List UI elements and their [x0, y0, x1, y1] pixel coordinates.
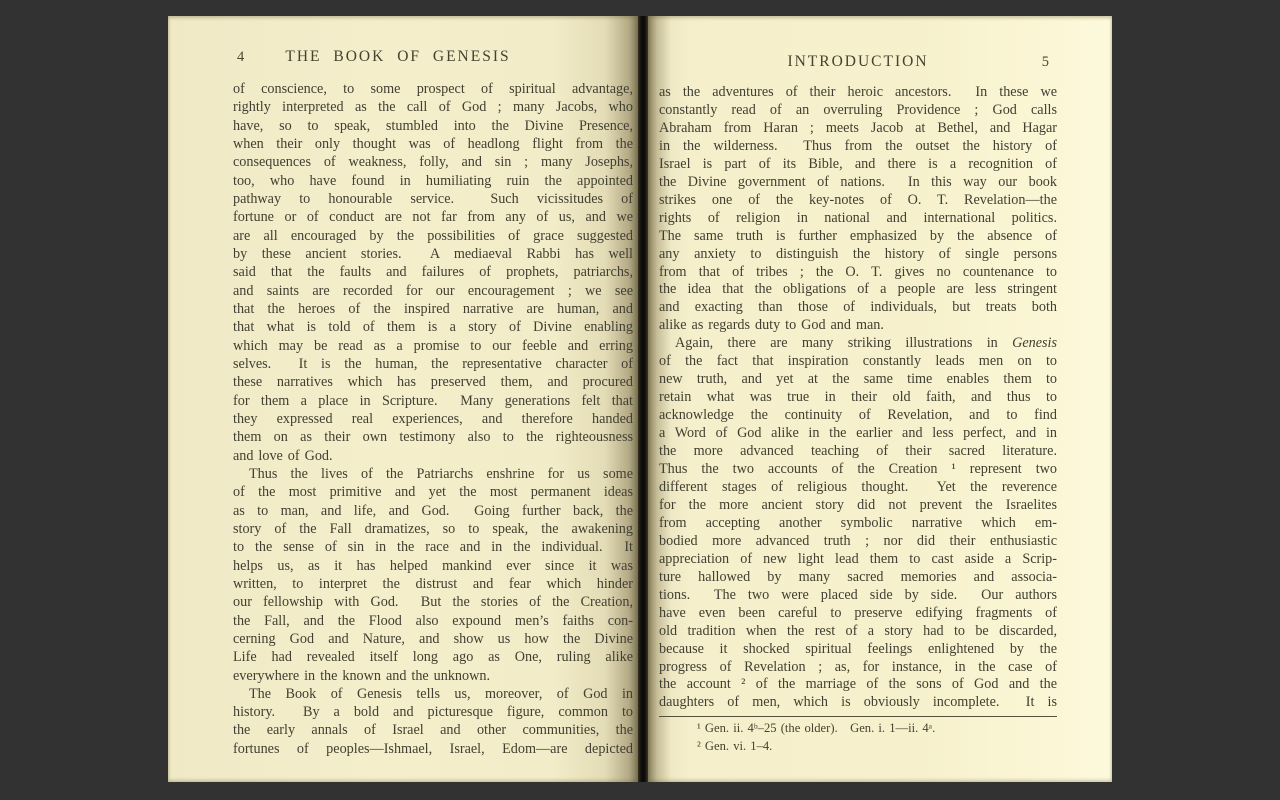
text-line: consequences of weakness, folly, and sin ; many Josephs, — [233, 154, 633, 171]
text-line: tions. The two were placed side by side. Our authors — [659, 586, 1057, 603]
text-line: the Divine government of nations. In this way our book — [659, 173, 1057, 190]
text-line: the account ² of the marriage of the sons of God and the — [659, 676, 1057, 693]
text-line: of the fact that inspiration constantly leads men on to — [659, 353, 1057, 370]
text-line: by these ancient stories. A mediaeval Rabbi has well — [233, 245, 633, 262]
text-line: Israel is part of its Bible, and there is a recognition of — [659, 155, 1057, 172]
text-line: said that the faults and failures of prophets, patriarchs, — [233, 264, 633, 281]
text-line: appreciation of new light lead them to cast aside a Scrip- — [659, 550, 1057, 567]
text-line: any anxiety to distinguish the history of single persons — [659, 245, 1057, 262]
left-page-number: 4 — [237, 49, 245, 65]
text-line: daughters of men, which is obviously incomplete. It is — [659, 694, 1057, 711]
text-line: progress of Revelation ; as, for instance, in the case of — [659, 658, 1057, 675]
text-line: and love of God. — [233, 447, 333, 464]
text-line: too, who have found in humiliating ruin the appointed — [233, 172, 633, 189]
text-line: cerning God and Nature, and show us how the Divine — [233, 630, 633, 647]
text-line: alike as regards duty to God and man. — [659, 317, 884, 334]
right-running-title: INTRODUCTION — [787, 53, 929, 70]
text-line: in the wilderness. Thus from the outset the history of — [659, 137, 1057, 154]
text-line: helps us, as it has helped mankind ever since it was — [233, 557, 633, 574]
left-running-title: THE BOOK OF GENESIS — [285, 48, 511, 65]
text-line: story of the Fall dramatizes, so to speak, the awakening — [233, 520, 633, 537]
text-line: because it shocked spiritual feelings enlightened by the — [659, 640, 1057, 657]
text-line: old tradition when the rest of a story had to be discarded, — [659, 622, 1057, 639]
text-line: as to man, and life, and God. Going further back, the — [233, 502, 633, 519]
text-line: for the more ancient story did not prevent the Israelites — [659, 496, 1057, 513]
text-line: everywhere in the known and the unknown. — [233, 667, 491, 684]
text-line: new truth, and yet at the same time enables them to — [659, 371, 1057, 388]
text-line: Abraham from Haran ; meets Jacob at Bethel, and Hagar — [659, 119, 1057, 136]
text-line: the early annals of Israel and other communities, the — [233, 722, 633, 739]
text-line: these narratives which has preserved them, and procured — [233, 374, 633, 391]
left-page — [168, 16, 638, 782]
text-line: ¹ Gen. ii. 4ᵇ–25 (the older). Gen. i. 1—ii. 4ᵃ. — [697, 721, 936, 736]
text-line: when their only thought was of headlong flight from the — [233, 135, 633, 152]
text-line: and exacting than those of individuals, but treats both — [659, 299, 1057, 316]
text-line: from accepting another symbolic narrative which em- — [659, 514, 1057, 531]
text-line: have even been careful to preserve edifying fragments of — [659, 604, 1057, 621]
text-line: and saints are recorded for our encouragement ; we see — [233, 282, 633, 299]
left-page-textblock — [233, 48, 633, 758]
text-line: that what is told of them is a story of Divine enabling — [233, 319, 633, 336]
book-spine-gutter — [638, 16, 648, 782]
right-page-textblock — [659, 53, 1057, 756]
text-line: Life had revealed itself long ago as One, ruling alike — [233, 649, 633, 666]
text-line: bodied more advanced truth ; nor did their enthusiastic — [659, 532, 1057, 549]
text-line: rightly interpreted as the call of God ; many Jacobs, who — [233, 99, 633, 116]
text-line: as the adventures of their heroic ancestors. In these we — [659, 84, 1057, 100]
text-line: The same truth is further emphasized by the absence of — [659, 227, 1057, 244]
text-line: written, to interpret the distrust and fear which hinder — [233, 575, 633, 592]
text-line: for them a place in Scripture. Many generations felt that — [233, 392, 633, 409]
text-line: acknowledge the continuity of Revelation, and to find — [659, 407, 1057, 424]
text-line: different stages of religious thought. Yet the reverence — [659, 478, 1057, 495]
text-line: rights of religion in national and international politics. — [659, 209, 1057, 226]
text-line: that the heroes of the inspired narrative are human, and — [233, 300, 633, 317]
left-page-header — [233, 48, 633, 67]
text-line: ² Gen. vi. 1–4. — [697, 739, 773, 754]
text-line: the Fall, and the Flood also expound men’s faiths con- — [233, 612, 633, 629]
book-spread — [168, 16, 1112, 782]
text-line: them on as their own testimony also to the righteousness — [233, 429, 633, 446]
text-line: to the sense of sin in the race and in the individual. It — [233, 539, 633, 556]
text-line: which may be read as a promise to our feeble and erring — [233, 337, 633, 354]
footnote-divider — [659, 716, 1057, 717]
text-line: Again, there are many striking illustrations in Genesis — [675, 335, 1057, 352]
text-line: fortunes of peoples—Ishmael, Israel, Edom—are depicted — [233, 740, 633, 757]
text-line: The Book of Genesis tells us, moreover, of God in — [249, 685, 633, 702]
right-page-header — [659, 53, 1057, 72]
text-line: history. By a bold and picturesque figure, common to — [233, 704, 633, 721]
text-line: strikes one of the key-notes of O. T. Revelation—the — [659, 191, 1057, 208]
text-line: have, so to speak, stumbled into the Divine Presence, — [233, 117, 633, 134]
right-page — [648, 16, 1112, 782]
text-line: Thus the lives of the Patriarchs enshrine for us some — [249, 465, 633, 482]
text-line: fortune or of conduct are not far from any of us, and we — [233, 209, 633, 226]
text-line: Thus the two accounts of the Creation ¹ represent two — [659, 461, 1057, 478]
text-line: pathway to honourable service. Such vicissitudes of — [233, 190, 633, 207]
text-line: selves. It is the human, the representative character of — [233, 355, 633, 372]
left-page-text-column — [233, 80, 633, 758]
text-line: of the most primitive and yet the most permanent ideas — [233, 484, 633, 501]
right-page-number: 5 — [1041, 54, 1049, 70]
text-line: constantly read of an overruling Providence ; God calls — [659, 101, 1057, 118]
text-line: of conscience, to some prospect of spiritual advantage, — [233, 81, 633, 97]
text-line: our fellowship with God. But the stories of the Creation, — [233, 594, 633, 611]
right-page-text-column — [659, 84, 1057, 712]
text-line: retain what was true in their old faith, and thus to — [659, 389, 1057, 406]
footnotes — [659, 720, 1057, 756]
text-line: the more advanced teaching of their sacred literature. — [659, 443, 1057, 460]
text-line: from that of tribes ; the O. T. gives no countenance to — [659, 263, 1057, 280]
text-line: ture hallowed by many sacred memories and associa- — [659, 568, 1057, 585]
text-line: a Word of God alike in the earlier and less perfect, and in — [659, 425, 1057, 442]
text-line: are all encouraged by the possibilities of grace suggested — [233, 227, 633, 244]
text-line: they expressed real experiences, and therefore handed — [233, 410, 633, 427]
text-line: the idea that the obligations of a people are less stringent — [659, 281, 1057, 298]
